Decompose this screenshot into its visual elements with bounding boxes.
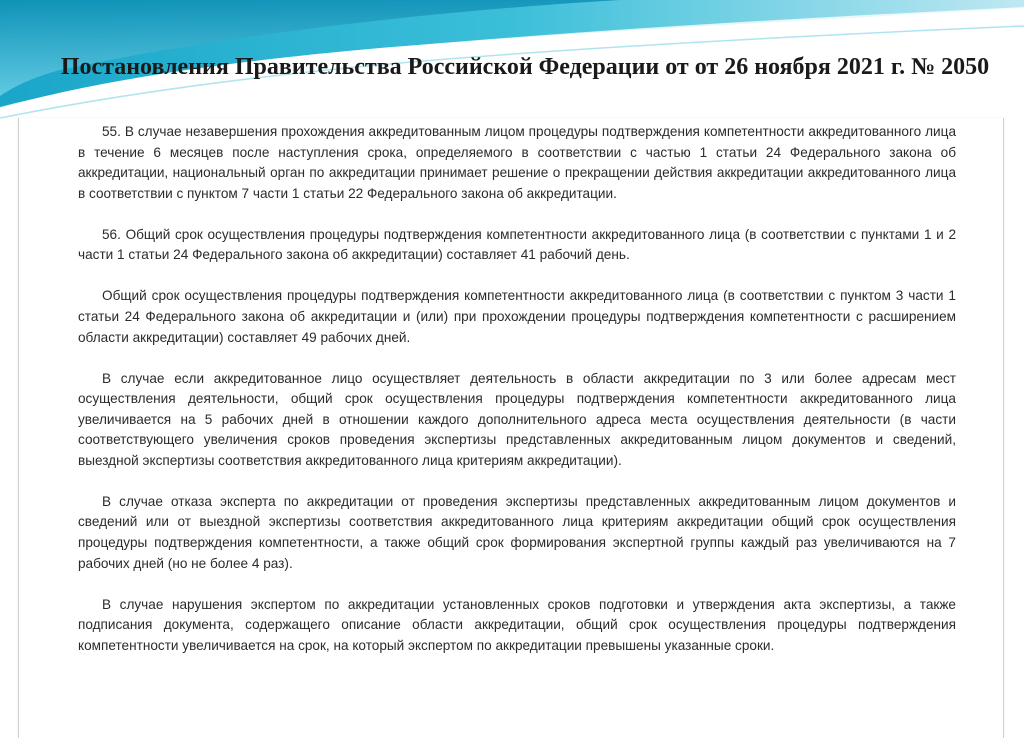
document-body bbox=[78, 122, 956, 677]
paragraph-56-extended: Общий срок осуществления процедуры подтверждения компетентности аккредитованного лица (в соответствии с пунктом 3 части 1 статьи 24 Федерального закона об аккредитации и (или) при прохождении процедуры подтверждения компетентности с расширением области аккредитации) составляет 49 рабочих дней. bbox=[78, 288, 956, 345]
paragraph-expert-violation: В случае нарушения экспертом по аккредитации установленных сроков подготовки и утверждения акта экспертизы, а также подписания документа, содержащего описание области аккредитации, общий срок осуществления процедуры подтверждения компетентности увеличивается на срок, на который экспертом по аккредитации превышены указанные сроки. bbox=[78, 596, 956, 653]
slide-title: Постановления Правительства Российской Федерации от от 26 ноября 2021 г. № 2050 bbox=[60, 54, 990, 80]
paragraph-55: 55. В случае незавершения прохождения аккредитованным лицом процедуры подтверждения компетентности аккредитованного лица в течение 6 месяцев после наступления срока, определяемого в соответствии с частью 1 статьи 24 Федерального закона об аккредитации, национальный орган по аккредитации принимает решение о прекращении действия аккредитации аккредитованного лица в соответствии с пунктом 7 части 1 статьи 22 Федерального закона об аккредитации. bbox=[78, 124, 956, 201]
paragraph-multiple-addresses: В случае если аккредитованное лицо осуществляет деятельность в области аккредитации по 3 или более адресам мест осуществления деятельности, общий срок осуществления процедуры подтверждения компетентности аккредитованного лица увеличивается на 5 рабочих дней в отношении каждого дополнительного адреса места осуществления деятельности (в части соответствующего увеличения сроков проведения экспертизы представленных аккредитованным лицом документов и сведений, выездной экспертизы соответствия аккредитованного лица критериям аккредитации). bbox=[78, 370, 956, 468]
paragraph-expert-refusal: В случае отказа эксперта по аккредитации от проведения экспертизы представленных аккредитованным лицом документов и сведений или от выездной экспертизы соответствия аккредитованного лица критериям аккредитации общий срок осуществления процедуры подтверждения компетентности, а также общий срок формирования экспертной группы каждый раз увеличиваются на 7 рабочих дней (но не более 4 раз). bbox=[78, 493, 956, 571]
paragraph-56: 56. Общий срок осуществления процедуры подтверждения компетентности аккредитованного лица (в соответствии с пунктами 1 и 2 части 1 статьи 24 Федерального закона об аккредитации) составляет 41 рабочий день. bbox=[78, 226, 956, 263]
